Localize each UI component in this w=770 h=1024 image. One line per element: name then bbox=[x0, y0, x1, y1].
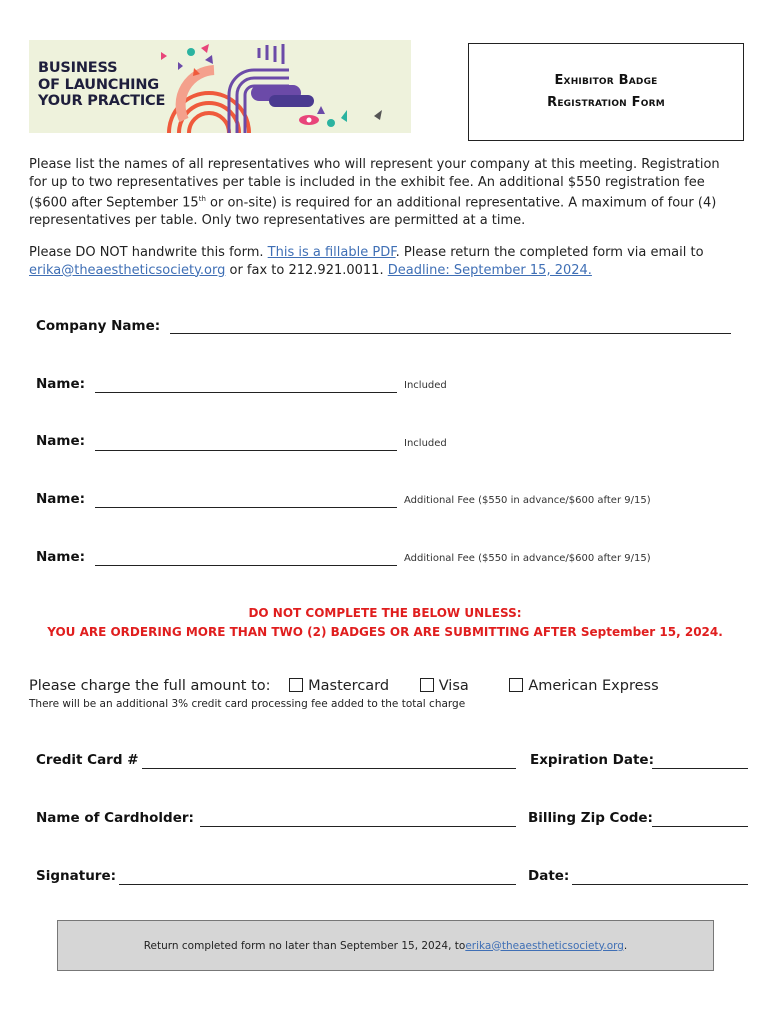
event-banner bbox=[29, 40, 411, 133]
name-note-1: Included bbox=[404, 380, 447, 391]
name-note-4: Additional Fee ($550 in advance/$600 after 9/15) bbox=[404, 553, 651, 564]
banner-title-line: BUSINESS bbox=[38, 60, 118, 76]
credit-card-label: Credit Card # bbox=[36, 752, 139, 768]
instructions-text: or fax to 212.921.0011. bbox=[225, 262, 388, 278]
banner-title-line: YOUR PRACTICE bbox=[38, 93, 166, 109]
footer-note bbox=[57, 920, 714, 971]
intro-text: Please list the names of all representatives who will represent your company at this meeting. Registration for up to two representatives per table is included in the exhibit fee. An additional $550 registration fee ($600 after September 15 bbox=[29, 157, 720, 211]
intro-paragraph bbox=[29, 156, 741, 229]
name-field-3[interactable] bbox=[95, 507, 397, 508]
signature-field[interactable] bbox=[119, 884, 516, 885]
instructions-text: . Please return the completed form via email to bbox=[395, 245, 704, 260]
expiration-date-label: Expiration Date: bbox=[530, 752, 654, 768]
mastercard-checkbox[interactable] bbox=[289, 678, 303, 692]
amex-option[interactable] bbox=[509, 678, 658, 694]
name-field-4[interactable] bbox=[95, 565, 397, 566]
name-label-3: Name: bbox=[36, 491, 86, 507]
name-label-2: Name: bbox=[36, 433, 86, 449]
footer-email-link[interactable]: erika@theaestheticsociety.org bbox=[465, 939, 624, 952]
visa-label: Visa bbox=[438, 678, 469, 694]
date-field[interactable] bbox=[572, 884, 748, 885]
name-note-2: Included bbox=[404, 438, 447, 449]
banner-title-line: OF LAUNCHING bbox=[38, 76, 160, 93]
billing-zip-label: Billing Zip Code: bbox=[528, 810, 653, 826]
instructions-paragraph bbox=[29, 244, 741, 279]
deadline-link[interactable]: Deadline: September 15, 2024. bbox=[387, 262, 592, 278]
fillable-pdf-link[interactable]: This is a fillable PDF bbox=[267, 245, 396, 260]
instructions-text: Please DO NOT handwrite this form. bbox=[29, 245, 268, 260]
mastercard-option[interactable] bbox=[289, 678, 389, 694]
billing-zip-field[interactable] bbox=[652, 826, 748, 827]
banner-title bbox=[38, 60, 165, 110]
form-title-line1: Exhibitor Badge bbox=[554, 73, 658, 88]
intro-text: or on-site) is required for an additional representative. A maximum of four (4) representatives per table. Only two representatives are permitted at a time. bbox=[29, 195, 717, 228]
form-title-box bbox=[468, 43, 744, 141]
name-note-3: Additional Fee ($550 in advance/$600 after 9/15) bbox=[404, 495, 651, 506]
warning-block bbox=[29, 604, 741, 642]
processing-fee-note: There will be an additional 3% credit card processing fee added to the total charge bbox=[29, 698, 466, 710]
visa-checkbox[interactable] bbox=[420, 678, 434, 692]
warning-line2: YOU ARE ORDERING MORE THAN TWO (2) BADGES OR ARE SUBMITTING AFTER September 15, 2024. bbox=[47, 625, 723, 639]
footer-text: Return completed form no later than September 15, 2024, to bbox=[143, 939, 466, 952]
charge-label: Please charge the full amount to: bbox=[29, 678, 271, 694]
amex-checkbox[interactable] bbox=[509, 678, 523, 692]
payment-method-row bbox=[29, 678, 659, 694]
footer-end: . bbox=[623, 939, 628, 952]
visa-option[interactable] bbox=[420, 678, 469, 694]
signature-label: Signature: bbox=[36, 868, 117, 884]
amex-label: American Express bbox=[528, 678, 659, 694]
form-title-line2: Registration Form bbox=[547, 95, 665, 110]
expiration-date-field[interactable] bbox=[652, 768, 748, 769]
name-label-4: Name: bbox=[36, 549, 86, 565]
credit-card-field[interactable] bbox=[142, 768, 516, 769]
name-field-2[interactable] bbox=[95, 450, 397, 451]
company-name-label: Company Name: bbox=[36, 318, 161, 334]
name-label-1: Name: bbox=[36, 376, 86, 392]
company-name-field[interactable] bbox=[170, 333, 731, 334]
cardholder-field[interactable] bbox=[200, 826, 516, 827]
warning-line1: DO NOT COMPLETE THE BELOW UNLESS: bbox=[248, 606, 522, 620]
mastercard-label: Mastercard bbox=[308, 678, 390, 694]
date-label: Date: bbox=[528, 868, 570, 884]
name-field-1[interactable] bbox=[95, 392, 397, 393]
superscript: th bbox=[198, 195, 206, 203]
email-link[interactable]: erika@theaestheticsociety.org bbox=[29, 262, 226, 278]
cardholder-label: Name of Cardholder: bbox=[36, 810, 194, 826]
